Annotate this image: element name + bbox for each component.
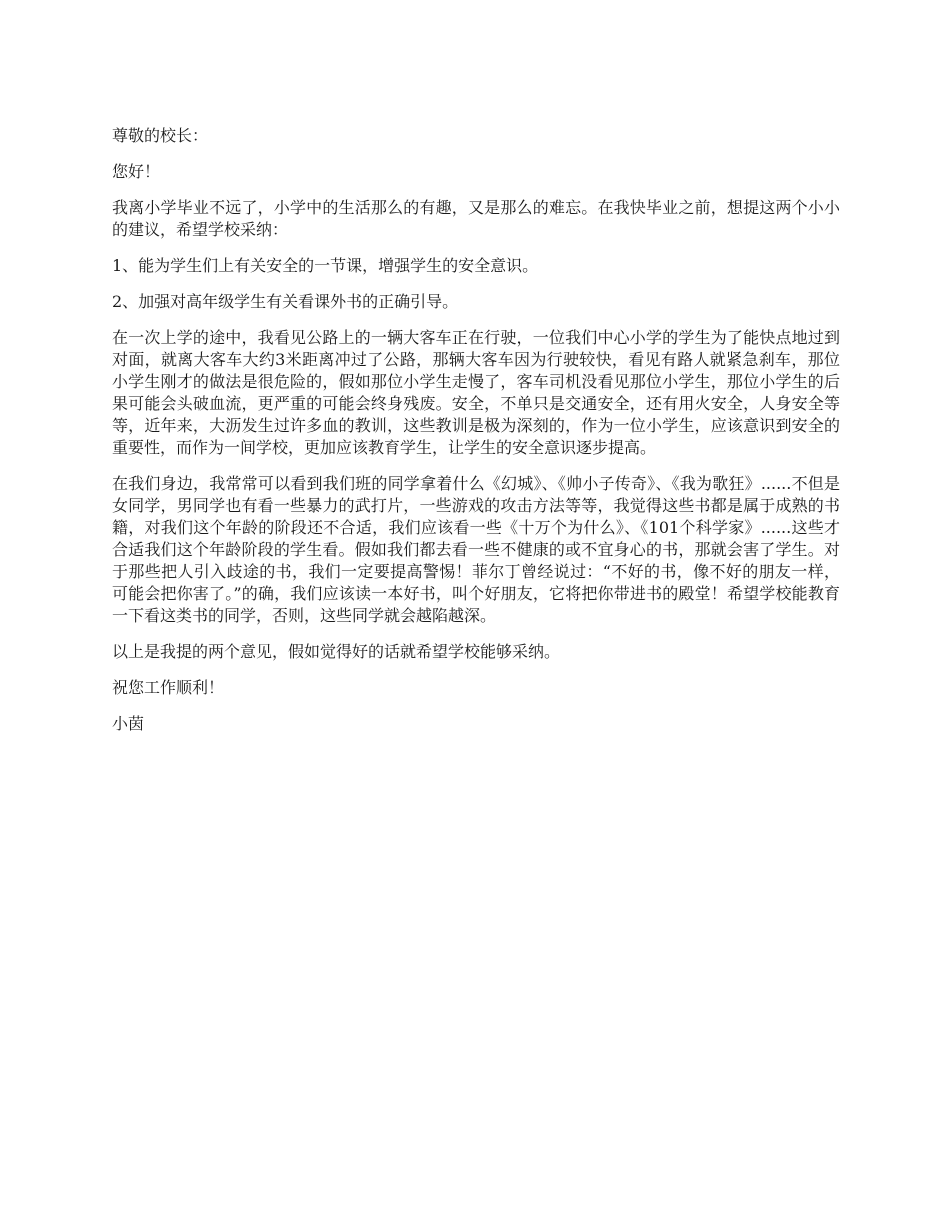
intro-paragraph: 我离小学毕业不远了，小学中的生活那么的有趣，又是那么的难忘。在我快毕业之前，想提这两个小小的建议，希望学校采纳：	[112, 198, 840, 239]
books-paragraph: 在我们身边，我常常可以看到我们班的同学拿着什么《幻城》、《帅小子传奇》、《我为歌狂》......不但是女同学，男同学也有看一些暴力的武打片，一些游戏的攻击方法等等，我觉得这些书都是属于成熟的书籍，对我们这个年龄的阶段还不合适，我们应该看一些《十万个为什么》、《101个科学家》......这些才合适我们这个年龄阶段的学生看。假如我们都去看一些不健康的或不宜身心的书，那就会害了学生。对于那些把人引入歧途的书，我们一定要提高警惕！菲尔丁曾经说过：“不好的书，像不好的朋友一样，可能会把你害了。”的确，我们应该读一本好书，叫个好朋友，它将把你带进书的殿堂！希望学校能教育一下看这类书的同学，否则，这些同学就会越陷越深。	[112, 474, 840, 625]
greeting: 您好！	[112, 162, 161, 181]
suggestion-1: 1、能为学生们上有关安全的一节课，增强学生的安全意识。	[112, 256, 539, 275]
closing-line: 祝您工作顺利！	[112, 678, 225, 697]
conclusion-paragraph: 以上是我提的两个意见，假如觉得好的话就希望学校能够采纳。	[112, 642, 561, 661]
safety-paragraph: 在一次上学的途中，我看见公路上的一辆大客车正在行驶，一位我们中心小学的学生为了能快点地过到对面，就离大客车大约3米距离冲过了公路，那辆大客车因为行驶较快，看见有路人就紧急刹车，那位小学生刚才的做法是很危险的，假如那位小学生走慢了，客车司机没看见那位小学生，那位小学生的后果可能会头破血流，更严重的可能会终身残废。安全，不单只是交通安全，还有用火安全，人身安全等等，近年来，大沥发生过许多血的教训，这些教训是极为深刻的，作为一位小学生，应该意识到安全的重要性，而作为一间学校，更加应该教育学生，让学生的安全意识逐步提高。	[112, 328, 840, 457]
signature: 小茵	[112, 714, 145, 733]
salutation: 尊敬的校长：	[112, 126, 209, 145]
suggestion-2: 2、加强对高年级学生有关看课外书的正确引导。	[112, 292, 459, 311]
